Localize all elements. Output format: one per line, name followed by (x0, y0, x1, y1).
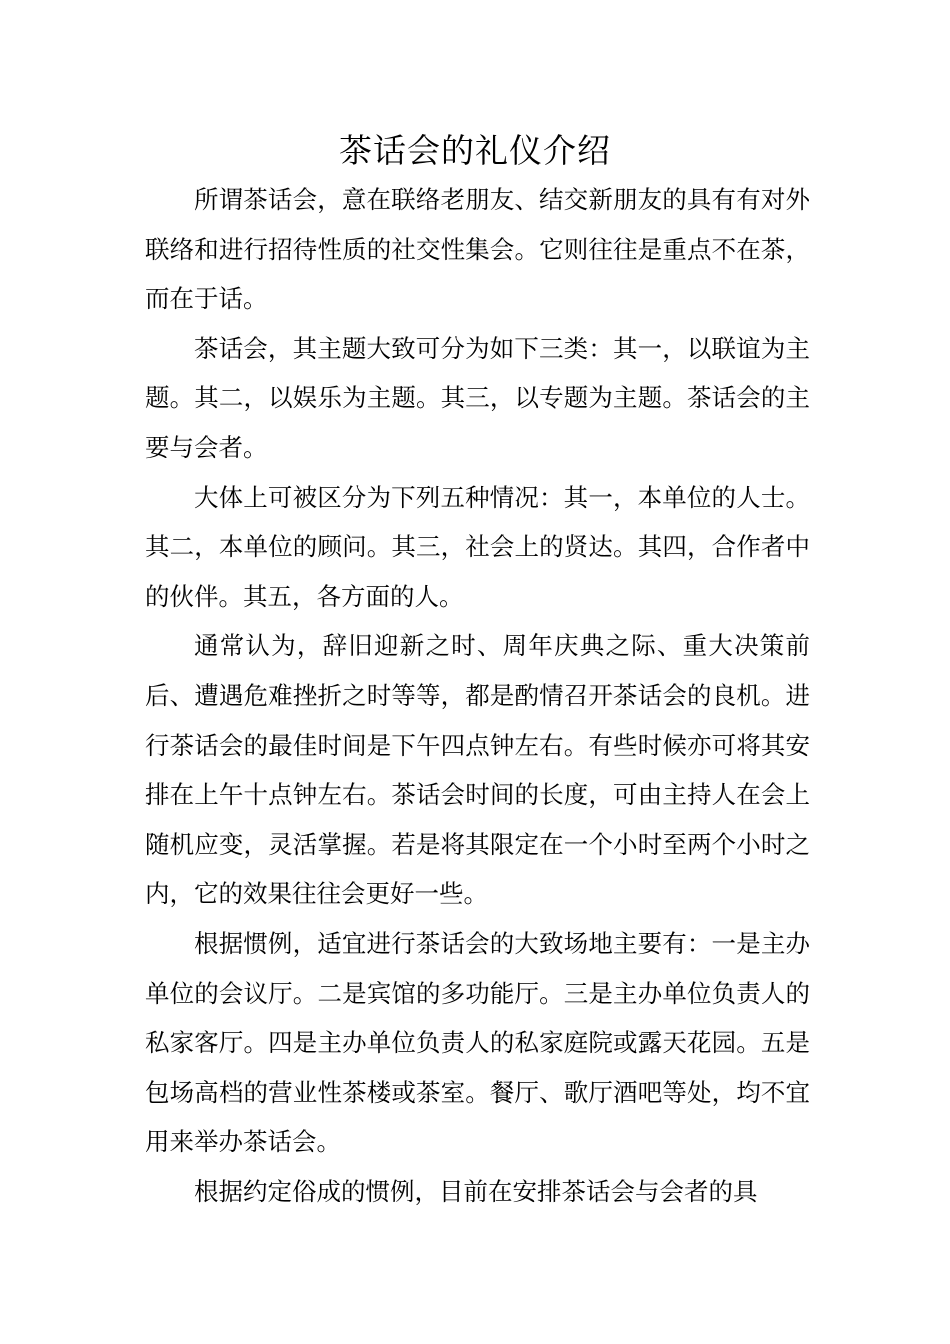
document-title: 茶话会的礼仪介绍 (339, 131, 611, 170)
paragraph: 所谓茶话会，意在联络老朋友、结交新朋友的具有有对外联络和进行招待性质的社交性集会。它则往往是重点不在茶，而在于话。 (145, 185, 810, 314)
paragraph: 根据约定俗成的惯例，目前在安排茶话会与会者的具 (194, 1176, 758, 1206)
paragraph: 根据惯例，适宜进行茶话会的大致场地主要有：一是主办单位的会议厅。二是宾馆的多功能厅。三是主办单位负责人的私家客厅。四是主办单位负责人的私家庭院或露天花园。五是包场高档的营业性茶楼或茶室。餐厅、歌厅酒吧等处，均不宜用来举办茶话会。 (145, 928, 810, 1157)
document-body (145, 175, 810, 1216)
paragraph: 大体上可被区分为下列五种情况：其一，本单位的人士。其二，本单位的顾问。其三，社会上的贤达。其四，合作者中的伙伴。其五，各方面的人。 (145, 482, 810, 611)
paragraph: 茶话会，其主题大致可分为如下三类：其一，以联谊为主题。其二，以娱乐为主题。其三，以专题为主题。茶话会的主要与会者。 (145, 333, 810, 462)
paragraph: 通常认为，辞旧迎新之时、周年庆典之际、重大决策前后、遭遇危难挫折之时等等，都是酌情召开茶话会的良机。进行茶话会的最佳时间是下午四点钟左右。有些时候亦可将其安排在上午十点钟左右。茶话会时间的长度，可由主持人在会上随机应变，灵活掌握。若是将其限定在一个小时至两个小时之内，它的效果往往会更好一些。 (145, 631, 810, 909)
